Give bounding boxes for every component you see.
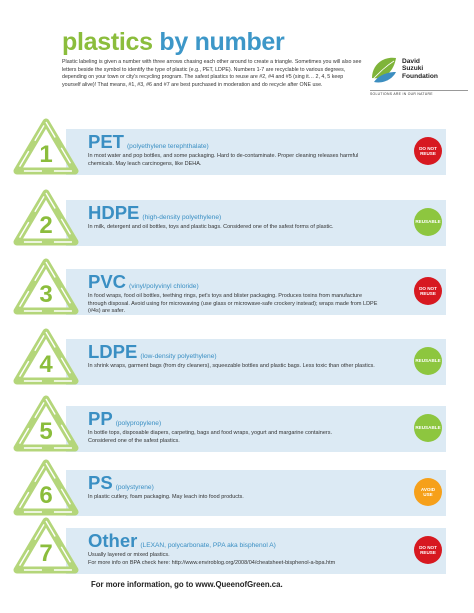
- plastic-full-name: (polypropylene): [115, 420, 162, 427]
- plastic-code: [88, 472, 154, 494]
- recycling-triangle-icon: [12, 327, 80, 387]
- badge-label: USE: [423, 492, 433, 497]
- plastic-code-text: LDPE: [88, 341, 138, 362]
- description-line: In shrink wraps, garment bags (from dry cleaners), squeezable bottles and plastic bags. Less toxic than other plastics.: [88, 363, 375, 369]
- plastic-full-name: (LEXAN, polycarbonate, PPA aka bisphenol A): [140, 542, 276, 549]
- plastic-row-ldpe: [0, 327, 474, 387]
- recycling-triangle-icon: [12, 516, 80, 576]
- recycling-triangle-icon: [12, 394, 80, 454]
- plastic-row-other: [0, 516, 474, 576]
- badge-label: REUSE: [420, 151, 436, 156]
- plastic-description: [88, 224, 410, 232]
- plastic-code-text: Other: [88, 530, 138, 551]
- description-line: through disposal. Avoid using for microwaving (use glass or microwave-safe crockery instead); wraps made from LDPE: [88, 300, 378, 307]
- plastic-code: [88, 408, 161, 430]
- reuse-status-badge: [414, 414, 442, 442]
- resin-code-number: 6: [39, 482, 53, 509]
- badge-label: DO NOT: [419, 285, 437, 291]
- plastic-code-text: PET: [88, 131, 124, 152]
- description-line: Usually layered or mixed plastics.: [88, 552, 170, 558]
- footer-more-info: For more information, go to www.QueenofGreen.ca.: [91, 580, 283, 589]
- plastic-row-ps: [0, 458, 474, 518]
- reuse-status-badge: [414, 347, 442, 375]
- plastic-row-pvc: [0, 257, 474, 317]
- plastic-description: [88, 494, 410, 502]
- plastic-code-text: HDPE: [88, 202, 140, 223]
- badge-label: REUSABLE: [415, 425, 441, 431]
- foundation-name: [402, 58, 438, 80]
- plastic-code: [88, 530, 276, 552]
- plastic-full-name: (polystyrene): [115, 484, 154, 491]
- reuse-status-badge: [414, 277, 442, 305]
- badge-label: DO NOT: [419, 544, 437, 550]
- plastic-row-pp: [0, 394, 474, 454]
- plastic-description: [88, 363, 410, 371]
- plastic-full-name: (polyethylene terephthalate): [126, 143, 209, 150]
- plastic-description: [88, 153, 410, 168]
- title-word-by-number: by number: [159, 28, 285, 56]
- description-line: In plastic cutlery, foam packaging. May leach into food products.: [88, 494, 244, 500]
- plastic-code-text: PP: [88, 408, 113, 429]
- plastic-description: [88, 552, 410, 567]
- plastic-code: [88, 202, 221, 224]
- plastic-row-hdpe: [0, 188, 474, 248]
- badge-label: AVOID: [420, 486, 436, 492]
- resin-code-number: 7: [39, 540, 53, 567]
- plastic-code-text: PS: [88, 472, 113, 493]
- plastic-code: [88, 271, 199, 293]
- plastic-code: [88, 341, 217, 363]
- resin-code-number: 1: [39, 141, 53, 168]
- badge-label: REUSABLE: [415, 358, 441, 364]
- resin-code-number: 5: [39, 418, 53, 445]
- description-line: In bottle tops, disposable diapers, carpeting, bags and food wraps, yogurt and margarine containers.: [88, 430, 332, 436]
- plastic-full-name: (high-density polyethylene): [142, 214, 222, 221]
- foundation-leaf-icon: [368, 52, 400, 88]
- reuse-status-badge: [414, 536, 442, 564]
- foundation-tagline: SOLUTIONS ARE IN OUR NATURE: [370, 90, 468, 96]
- reuse-status-badge: [414, 478, 442, 506]
- intro-paragraph: Plastic labeling is given a number with three arrows chasing each other around to create a triangle. Sometimes you will also see letters beside the symbol to identify the type of plastic (e.g., PET, LDPE). Numbers 1-7 are recyclable to various degrees, depending on your town or city's recycling program. The safest plastics to reuse are #2, #4 and #5 (sing it… 2, 4, 5 keep yourself alive)! That means, #1, #3, #6 and #7 are best purchased in moderation and do recycle after ONE use.: [62, 59, 362, 88]
- title-word-plastics: plastics: [62, 28, 153, 56]
- resin-code-number: 3: [39, 281, 53, 308]
- foundation-name-line3: Foundation: [402, 72, 438, 80]
- plastic-description: [88, 293, 410, 316]
- badge-label: REUSE: [420, 291, 436, 296]
- reuse-status-badge: [414, 137, 442, 165]
- description-line: For more info on BPA check here: http://www.enviroblog.org/2008/04/cheatsheet-bisphenol-a-bpa.htm: [88, 559, 336, 566]
- description-line: In milk, detergent and oil bottles, toys and plastic bags. Considered one of the safest forms of plastic.: [88, 224, 334, 230]
- badge-label: REUSE: [420, 550, 436, 555]
- resin-code-number: 4: [39, 351, 53, 378]
- foundation-name-line2: Suzuki: [402, 65, 424, 73]
- description-line: chemicals. May leach carcinogens, like DEHA.: [88, 160, 202, 167]
- description-line: (#4s) are safer.: [88, 308, 125, 315]
- page-title: [62, 28, 284, 57]
- recycling-triangle-icon: [12, 458, 80, 518]
- plastic-full-name: (vinyl/polyvinyl chloride): [129, 283, 199, 290]
- reuse-status-badge: [414, 208, 442, 236]
- description-line: In food wraps, food oil bottles, teething rings, pet's toys and blister packaging. Produces toxins from manufacture: [88, 293, 363, 299]
- plastic-code-text: PVC: [88, 271, 127, 292]
- recycling-triangle-icon: [12, 188, 80, 248]
- plastic-row-pet: [0, 117, 474, 177]
- recycling-triangle-icon: [12, 257, 80, 317]
- resin-code-number: 2: [39, 212, 53, 239]
- description-line: Considered one of the safest plastics.: [88, 437, 180, 444]
- plastic-code: [88, 131, 209, 153]
- badge-label: DO NOT: [419, 145, 437, 151]
- plastic-full-name: (low-density polyethylene): [140, 353, 217, 360]
- description-line: In most water and pop bottles, and some packaging. Hard to de-contaminate. Proper cleaning releases harmful: [88, 153, 359, 159]
- recycling-triangle-icon: [12, 117, 80, 177]
- plastic-description: [88, 430, 410, 445]
- david-suzuki-foundation-logo: [368, 48, 468, 98]
- badge-label: REUSABLE: [415, 219, 441, 225]
- foundation-name-line1: David: [402, 58, 420, 65]
